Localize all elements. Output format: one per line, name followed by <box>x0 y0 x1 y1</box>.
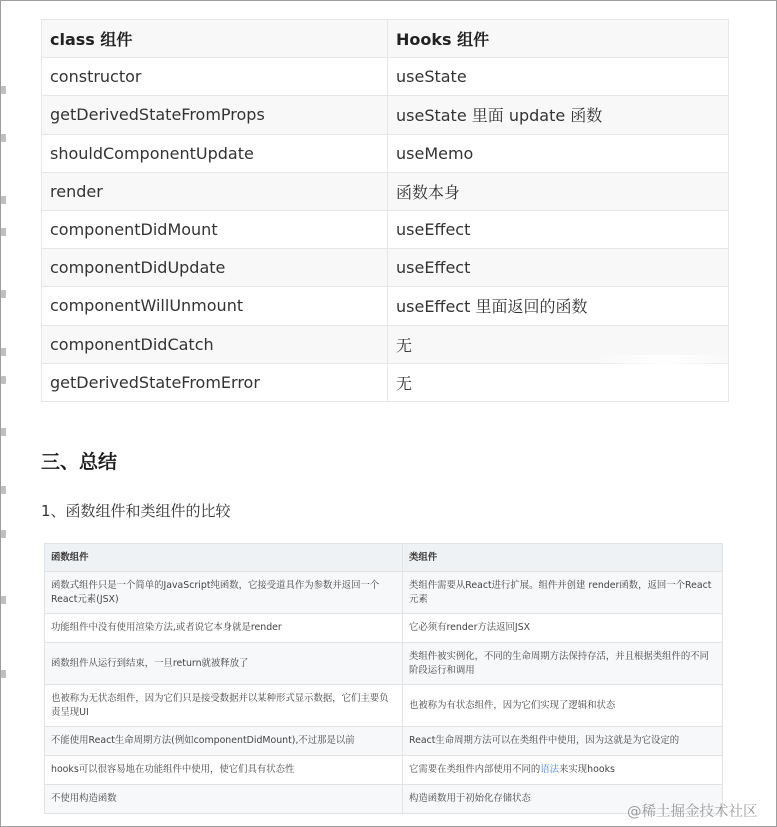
table-row <box>42 249 729 287</box>
cell-class: componentDidCatch <box>42 325 388 363</box>
table-row <box>42 58 729 96</box>
section-title: 三、总结 <box>41 451 118 473</box>
cell-class: 它需要在类组件内部使用不同的语法来实现hooks <box>403 756 723 785</box>
cell-class: 它必须有render方法返回JSX <box>403 614 723 643</box>
cell-class: React生命周期方法可以在类组件中使用，因为这就是为它设定的 <box>403 727 723 756</box>
table-row <box>42 134 729 172</box>
cell-function: 函数组件从运行到结束，一旦return就被释放了 <box>45 643 403 685</box>
cell-class: getDerivedStateFromProps <box>42 96 388 134</box>
header-function-component: 函数组件 <box>45 544 403 572</box>
table-header-row <box>45 544 723 572</box>
table-header-row <box>42 20 729 58</box>
cell-class: 类组件被实例化，不同的生命周期方法保持存活，并且根据类组件的不同阶段运行和调用 <box>403 643 723 685</box>
cell-function: 不能使用React生命周期方法(例如componentDidMount),不过那是以前 <box>45 727 403 756</box>
cell-function: hooks可以很容易地在功能组件中使用，使它们具有状态性 <box>45 756 403 785</box>
cell-class: 构造函数用于初始化存储状态 <box>403 785 723 814</box>
cell-hooks: useEffect <box>388 210 729 248</box>
cell-class: 也被称为有状态组件，因为它们实现了逻辑和状态 <box>403 685 723 727</box>
comparison-table <box>44 543 723 814</box>
cell-class: render <box>42 172 388 210</box>
cell-hooks: 无 <box>388 363 729 401</box>
cell-hooks: 函数本身 <box>388 172 729 210</box>
table-row <box>45 614 723 643</box>
cell-function: 也被称为无状态组件，因为它们只是接受数据并以某种形式显示数据，它们主要负责呈现UI <box>45 685 403 727</box>
left-edge-artifacts <box>0 0 8 827</box>
cell-function: 功能组件中没有使用渲染方法,或者说它本身就是render <box>45 614 403 643</box>
cell-hooks: useState 里面 update 函数 <box>388 96 729 134</box>
header-class-component: class 组件 <box>42 20 388 58</box>
table-row <box>42 210 729 248</box>
table-row <box>45 685 723 727</box>
lifecycle-mapping-table <box>41 19 729 402</box>
table-row <box>45 572 723 614</box>
watermark: @稀土掘金技术社区 <box>627 804 758 820</box>
syntax-link[interactable]: 语法 <box>540 764 560 775</box>
cell-hooks: useEffect 里面返回的函数 <box>388 287 729 325</box>
cell-class: componentWillUnmount <box>42 287 388 325</box>
table-row <box>45 756 723 785</box>
cell-function: 不使用构造函数 <box>45 785 403 814</box>
cell-hooks: 无 <box>388 325 729 363</box>
table-row <box>45 643 723 685</box>
cell-class: 类组件需要从React进行扩展。组件并创建 render函数，返回一个React元素 <box>403 572 723 614</box>
cell-hooks: useEffect <box>388 249 729 287</box>
cell-function: 函数式组件只是一个简单的JavaScript纯函数，它接受道具作为参数并返回一个React元素(JSX) <box>45 572 403 614</box>
cell-hooks: useMemo <box>388 134 729 172</box>
table-row <box>42 96 729 134</box>
table-row <box>45 785 723 814</box>
subheading: 1、函数组件和类组件的比较 <box>41 502 231 520</box>
cell-class: componentDidUpdate <box>42 249 388 287</box>
table-row <box>42 287 729 325</box>
table-row <box>45 727 723 756</box>
cell-hooks: useState <box>388 58 729 96</box>
cell-class: shouldComponentUpdate <box>42 134 388 172</box>
header-class-component: 类组件 <box>403 544 723 572</box>
cell-class: componentDidMount <box>42 210 388 248</box>
cell-class: constructor <box>42 58 388 96</box>
table-row <box>42 172 729 210</box>
blur-overlay <box>590 355 740 395</box>
cell-class: getDerivedStateFromError <box>42 363 388 401</box>
header-hooks-component: Hooks 组件 <box>388 20 729 58</box>
